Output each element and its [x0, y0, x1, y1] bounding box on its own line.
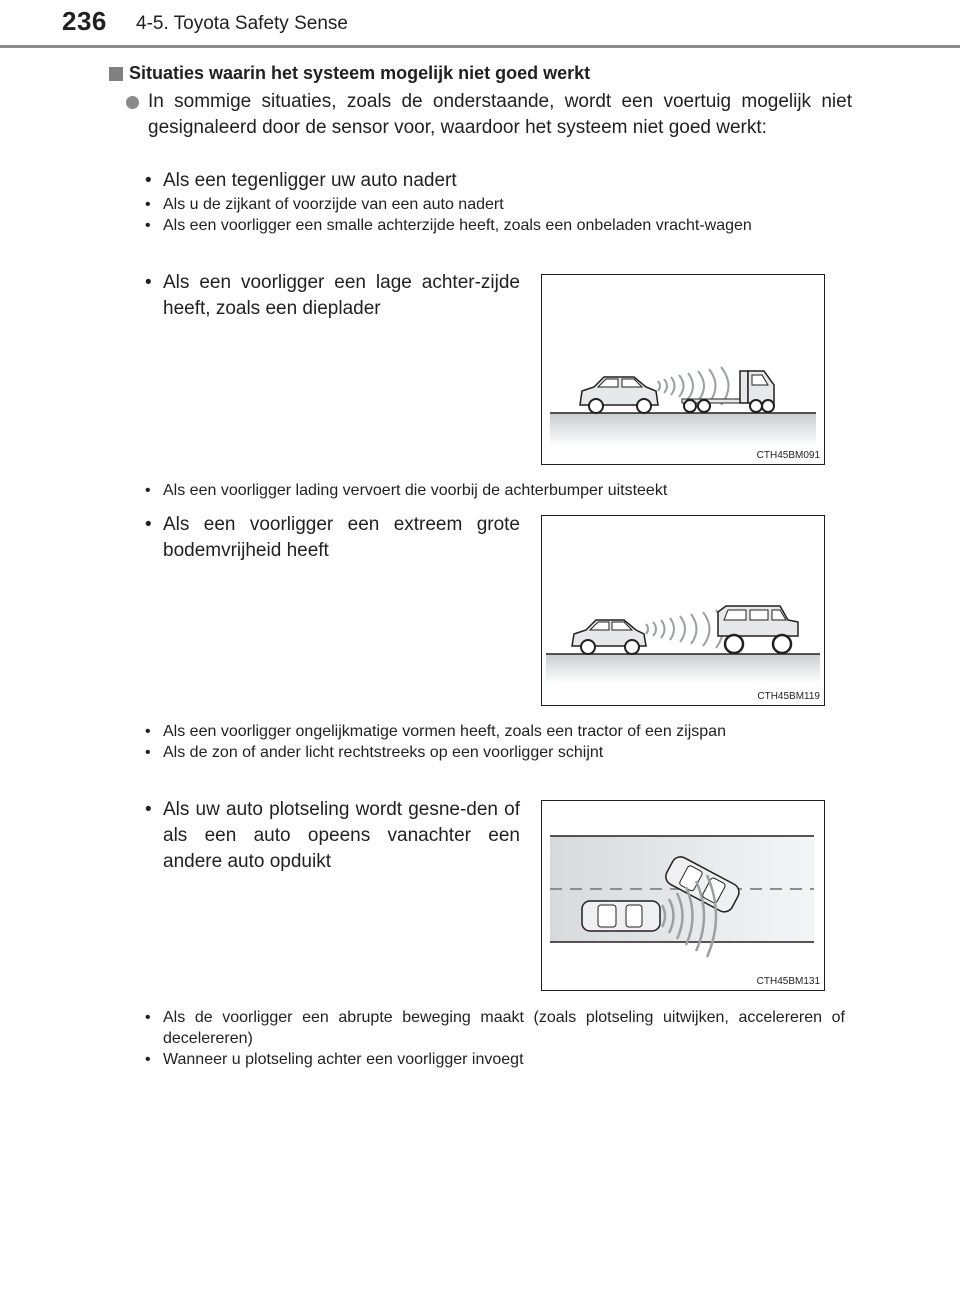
list-item: • Als u de zijkant of voorzijde van een auto nadert	[145, 194, 845, 215]
bullet-list-7	[145, 1007, 845, 1070]
section-title: 4-5. Toyota Safety Sense	[136, 13, 348, 34]
bullet-list-1	[145, 168, 845, 236]
lowbed-truck-illustration	[542, 275, 824, 464]
list-item: • Als een tegenligger uw auto nadert	[145, 168, 845, 194]
subsection-heading-text: Situaties waarin het systeem mogelijk niet goed werkt	[129, 63, 591, 83]
list-item: • Als een voorligger lading vervoert die voorbij de achterbumper uitsteekt	[145, 480, 845, 501]
cut-in-illustration	[542, 801, 824, 990]
bullet-list-3	[145, 480, 845, 501]
subsection-heading	[109, 63, 590, 84]
figure-cut-in	[541, 800, 825, 991]
list-item: • Als uw auto plotseling wordt gesne-den of als een auto opeens vanachter een andere auto opduikt	[145, 797, 520, 875]
list-item: • Als een voorligger een smalle achterzijde heeft, zoals een onbeladen vracht-wagen	[145, 215, 835, 236]
page-header	[0, 0, 960, 50]
bullet-list-2	[145, 270, 520, 322]
figure-lowbed-truck	[541, 274, 825, 465]
intro-paragraph	[128, 89, 852, 141]
list-item: • Als een voorligger een extreem grote bodemvrijheid heeft	[145, 512, 520, 564]
page-number: 236	[62, 6, 107, 36]
figure-code: CTH45BM131	[756, 976, 820, 987]
figure-code: CTH45BM091	[756, 450, 820, 461]
intro-text: In sommige situaties, zoals de onderstaande, wordt een voertuig mogelijk niet gesignaleerd door de sensor voor, waardoor het systeem niet goed werkt:	[148, 91, 852, 138]
bullet-list-4	[145, 512, 520, 564]
high-clearance-illustration	[542, 516, 824, 705]
list-item: • Als een voorligger ongelijkmatige vormen heeft, zoals een tractor of een zijspan	[145, 721, 803, 742]
list-item: • Als de voorligger een abrupte beweging maakt (zoals plotseling uitwijken, accelereren of decelereren)	[145, 1007, 845, 1049]
header-divider	[0, 45, 960, 48]
square-bullet-icon	[109, 67, 123, 81]
bullet-list-6	[145, 797, 520, 875]
figure-code: CTH45BM119	[757, 691, 820, 702]
bullet-list-5	[145, 721, 835, 763]
figure-high-clearance	[541, 515, 825, 706]
list-item: • Als een voorligger een lage achter-zijde heeft, zoals een dieplader	[145, 270, 520, 322]
list-item: • Wanneer u plotseling achter een voorligger invoegt	[145, 1049, 845, 1070]
circle-bullet-icon	[126, 96, 139, 109]
list-item: • Als de zon of ander licht rechtstreeks op een voorligger schijnt	[145, 742, 835, 763]
